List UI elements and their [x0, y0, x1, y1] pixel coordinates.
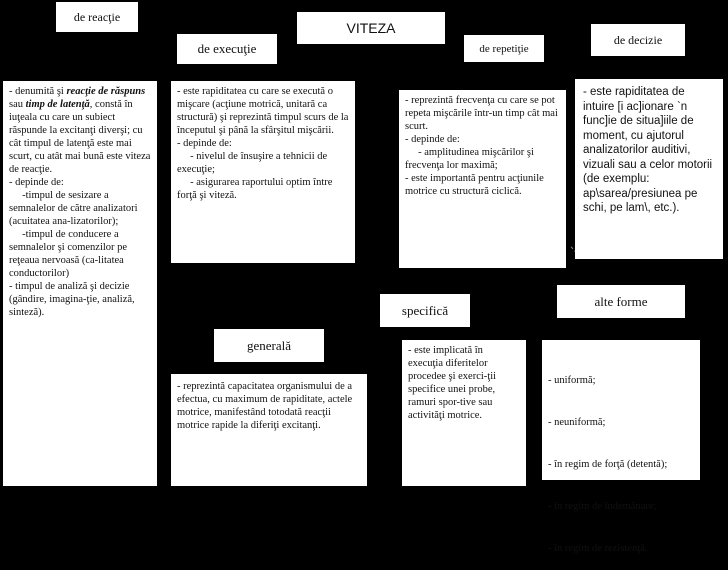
alte-forme-item: - uniformă; — [548, 375, 596, 386]
box-generala — [171, 374, 367, 486]
alte-forme-item: - în regim de îndemânare; — [548, 501, 657, 512]
decizie-text: - este rapiditatea de intuire [i ac]ionare `n func]ie de situa]iile de moment, cu ajutorul analizatorilor auditivi, vizuali sau a celor motorii (de exemplu: ap\sarea/presiunea pe schi, pe lam\, etc.). — [583, 86, 716, 214]
header-generala-label: generală — [246, 337, 292, 353]
header-specifica-label: specifică — [401, 302, 449, 318]
header-executie — [177, 34, 277, 64]
header-decizie — [591, 24, 685, 56]
reactie-intro: - denumită şi — [9, 86, 67, 97]
header-reactie — [56, 2, 138, 32]
header-specifica — [380, 294, 470, 327]
specifica-text: - este implicată în execuţia diferitelor procedee şi exerci-ţii specifice unei probe, ramuri spor-tive sau activităţi motrice. — [408, 345, 499, 421]
reactie-term-raspuns: reacţie de răspuns — [66, 86, 146, 97]
box-decizie — [575, 79, 723, 259]
generala-text: - reprezintă capacitatea organismului de a efectua, cu maximum de rapiditate, actele motrice, manifestând totodată reacţii motrice rapide la diferiţi excitanţi. — [177, 381, 355, 431]
box-reactie — [3, 81, 157, 486]
header-alte-forme — [557, 285, 685, 318]
header-repetitie — [464, 35, 544, 62]
header-alte-forme-label: alte forme — [594, 293, 648, 309]
alte-forme-item: - în regim de rezistenţă. — [548, 543, 648, 554]
header-executie-label: de execuţie — [197, 41, 257, 56]
box-repetitie — [399, 90, 566, 268]
header-decizie-label: de decizie — [613, 32, 663, 47]
box-alte-forme — [542, 340, 700, 554]
alte-forme-item: - neuniformă; — [548, 417, 606, 428]
box-specifica — [402, 340, 526, 486]
alte-forme-item: - în regim de forţă (detentă); — [548, 459, 668, 470]
title-text: VITEZA — [346, 20, 396, 36]
reactie-body: , constă în iuţeala cu care un subiect răspunde la excitanţi diverşi; cu cât timpul de latenţă este mai scurt, cu atât mai bună este viteza de reacţie. - depinde de: -timpul de sesizare a semnalelor de către analizatori (acuitatea ana-lizatorilor); -timpul de conducere a semnalelor şi comenzilor pe reţeaua nervoasă (ca-litatea conductorilor) - timpul de analiză şi decizie (gândire, imagina-ţie, analiză, sinteză). — [9, 99, 151, 318]
page-title — [297, 12, 445, 44]
reactie-sau: sau — [9, 86, 148, 110]
header-generala — [214, 329, 324, 362]
repetitie-text: - reprezintă frecvenţa cu care se pot repeta mişcările într-un timp cât mai scurt. - depinde de: - amplitudinea mişcărilor şi frecvenţa lor maximă; - este importantă pentru acţiunile motrice cu structură ciclică. — [405, 95, 558, 197]
header-repetitie-label: de repetiţie — [479, 42, 529, 55]
header-reactie-label: de reacţie — [73, 9, 121, 24]
reactie-term-latenta: timp de latenţă — [25, 99, 90, 110]
box-executie — [171, 81, 355, 263]
executie-text: - este rapiditatea cu care se execută o mişcare (acţiune motrică, unitară ca structură) şi reprezintă timpul scurs de la începutul şi până la sfârşitul mişcării. - depinde de: - nivelul de însuşire a tehnicii de execuţie; - asigurarea raportului optim între forţă şi viteză. — [177, 86, 349, 201]
